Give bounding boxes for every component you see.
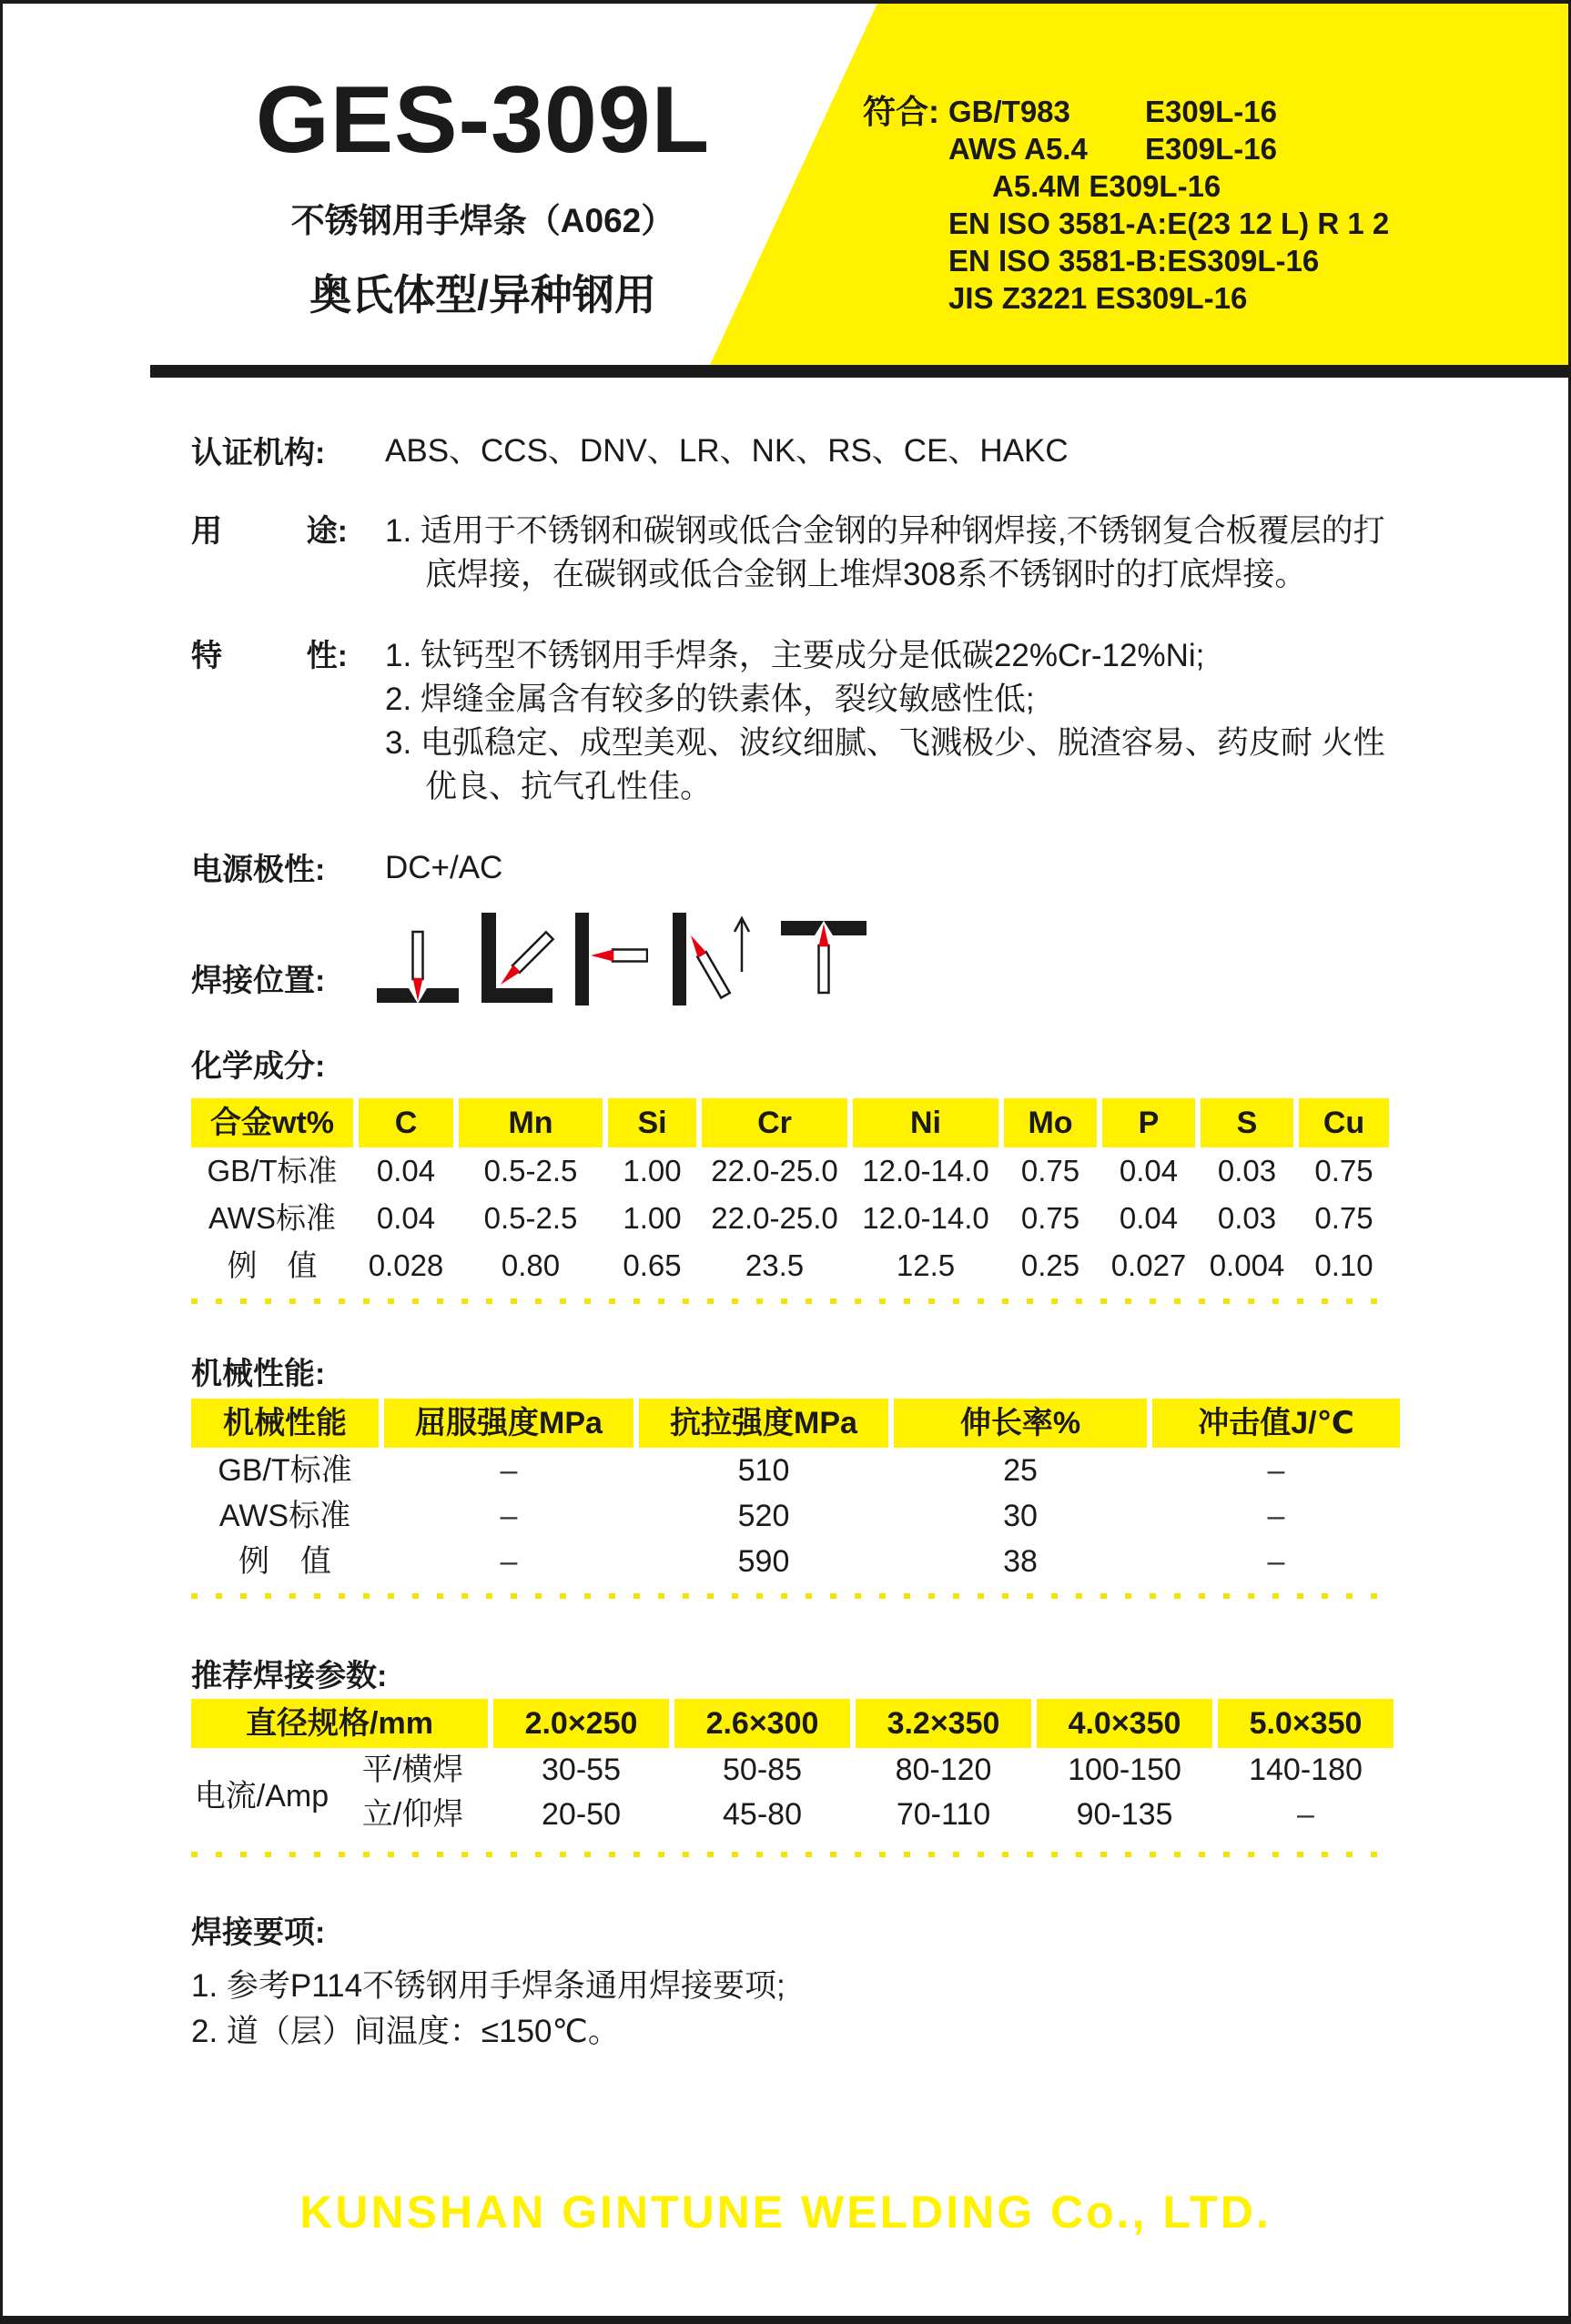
weld-cell: 90-135 bbox=[1076, 1797, 1173, 1832]
mech-table-row bbox=[191, 1493, 1394, 1539]
mech-header-cell: 伸长率% bbox=[894, 1399, 1147, 1448]
chem-cell: 例 值 bbox=[227, 1248, 318, 1282]
certification-row bbox=[191, 431, 1423, 475]
weld-cell: – bbox=[1297, 1797, 1314, 1832]
chem-header-cell: Si bbox=[608, 1098, 696, 1147]
usage-row bbox=[191, 510, 1423, 597]
weld-header-cell: 2.0×250 bbox=[493, 1699, 669, 1748]
chem-header-cell: Ni bbox=[853, 1098, 998, 1147]
compliance-line bbox=[948, 93, 1389, 130]
weld-cell: 20-50 bbox=[542, 1797, 621, 1832]
usage-label-b: 途: bbox=[306, 514, 348, 549]
characteristics-row bbox=[191, 634, 1423, 809]
chem-cell: 22.0-25.0 bbox=[711, 1201, 838, 1235]
chem-header-cell: Cr bbox=[702, 1098, 847, 1147]
weld-cell: 50-85 bbox=[723, 1753, 802, 1787]
current-row-label: 电流/Amp bbox=[194, 1778, 329, 1814]
chem-header-cell: S bbox=[1201, 1098, 1293, 1147]
mech-cell: 25 bbox=[1003, 1453, 1038, 1488]
chem-header-cell: C bbox=[359, 1098, 453, 1147]
chem-cell: 0.75 bbox=[1314, 1154, 1373, 1187]
welding-position-icons bbox=[376, 912, 867, 1012]
vertical-up-position-icon bbox=[669, 912, 760, 1006]
overhead-position-icon bbox=[780, 912, 867, 1006]
notes-item: 2. 道（层）间温度：≤150℃。 bbox=[191, 2014, 620, 2049]
weld-header-cell: 5.0×350 bbox=[1218, 1699, 1394, 1748]
chem-cell: GB/T标准 bbox=[207, 1154, 338, 1187]
mech-cell: – bbox=[1267, 1453, 1285, 1488]
weld-cell: 45-80 bbox=[723, 1797, 802, 1832]
mech-cell: – bbox=[500, 1453, 518, 1488]
mech-header-cell: 屈服强度MPa bbox=[384, 1399, 633, 1448]
mech-cell: 38 bbox=[1003, 1544, 1038, 1579]
chem-cell: 0.75 bbox=[1314, 1201, 1373, 1235]
chem-header-cell: P bbox=[1102, 1098, 1195, 1147]
weld-cell: 30-55 bbox=[542, 1753, 621, 1787]
mech-cell: 30 bbox=[1003, 1499, 1038, 1533]
product-title: GES-309L bbox=[255, 67, 711, 173]
notes-list bbox=[191, 1964, 786, 2055]
product-type-line: 奥氏体型/异种钢用 bbox=[309, 271, 656, 318]
chem-cell: 12.5 bbox=[896, 1248, 956, 1282]
characteristics-label bbox=[191, 634, 385, 678]
weld-header-cell: 3.2×350 bbox=[856, 1699, 1031, 1748]
chem-table-row bbox=[191, 1195, 1394, 1242]
title-block bbox=[148, 67, 817, 322]
characteristics-line: 3. 电弧稳定、成型美观、波纹细腻、飞溅极少、脱渣容易、药皮耐 火性 bbox=[385, 725, 1385, 761]
weld-cell: 100-150 bbox=[1068, 1753, 1181, 1787]
usage-line: 底焊接，在碳钢或低合金钢上堆焊308系不锈钢时的打底焊接。 bbox=[425, 557, 1307, 592]
mech-table bbox=[191, 1399, 1394, 1599]
certification-label: 认证机构: bbox=[191, 436, 326, 470]
compliance-line: JIS Z3221 ES309L-16 bbox=[948, 281, 1248, 315]
flat-position-icon bbox=[376, 912, 460, 1006]
chem-cell: 0.80 bbox=[501, 1248, 561, 1282]
dotted-separator bbox=[191, 1852, 1394, 1857]
certification-value: ABS、CCS、DNV、LR、NK、RS、CE、HAKC bbox=[385, 433, 1069, 469]
chem-cell: AWS标准 bbox=[208, 1201, 336, 1235]
mech-table-header bbox=[191, 1399, 1394, 1448]
chem-cell: 0.75 bbox=[1020, 1201, 1080, 1235]
chem-cell: 0.04 bbox=[1119, 1154, 1179, 1187]
mech-cell: – bbox=[1267, 1499, 1285, 1533]
weld-cell: 140-180 bbox=[1249, 1753, 1363, 1787]
weld-sub-label: 平/横焊 bbox=[361, 1753, 464, 1787]
compliance-lines bbox=[948, 93, 1389, 317]
standard-org: AWS A5.4 bbox=[948, 132, 1088, 166]
chem-cell: 23.5 bbox=[745, 1248, 805, 1282]
weld-header-cell: 直径规格/mm bbox=[191, 1699, 488, 1748]
chem-cell: 12.0-14.0 bbox=[862, 1154, 989, 1187]
chem-table-row bbox=[191, 1147, 1394, 1195]
chem-cell: 0.004 bbox=[1209, 1248, 1285, 1282]
header-divider-bar bbox=[150, 365, 1568, 378]
chem-cell: 1.00 bbox=[623, 1154, 682, 1187]
weld-header-cell: 2.6×300 bbox=[674, 1699, 850, 1748]
chem-header-cell: Mn bbox=[459, 1098, 603, 1147]
chem-cell: 0.5-2.5 bbox=[483, 1154, 578, 1187]
traits-label-b: 性: bbox=[306, 639, 348, 673]
chem-header-cell: Cu bbox=[1299, 1098, 1389, 1147]
chem-section-label: 化学成分: bbox=[191, 1049, 326, 1084]
compliance-block bbox=[863, 93, 1389, 317]
mech-cell: – bbox=[500, 1544, 518, 1579]
polarity-row bbox=[191, 848, 1423, 892]
mech-cell: – bbox=[500, 1499, 518, 1533]
positions-label: 焊接位置: bbox=[191, 964, 326, 998]
chem-cell: 0.04 bbox=[376, 1201, 436, 1235]
weld-sub-label: 立/仰焊 bbox=[361, 1797, 464, 1832]
chem-header-cell: Mo bbox=[1004, 1098, 1097, 1147]
polarity-value: DC+/AC bbox=[385, 850, 503, 885]
horizontal-position-icon bbox=[575, 912, 648, 1006]
usage-line: 1. 适用于不锈钢和碳钢或低合金钢的异种钢焊接,不锈钢复合板覆层的打 bbox=[385, 513, 1385, 549]
dotted-separator bbox=[191, 1593, 1394, 1599]
chem-header-cell: 合金wt% bbox=[191, 1098, 353, 1147]
chem-cell: 0.04 bbox=[1119, 1201, 1179, 1235]
characteristics-text bbox=[385, 634, 1385, 809]
mech-cell: 590 bbox=[737, 1544, 790, 1579]
weld-section-label: 推荐焊接参数: bbox=[191, 1659, 388, 1693]
chem-table-header bbox=[191, 1098, 1394, 1147]
chem-cell: 0.03 bbox=[1217, 1154, 1277, 1187]
mech-cell: GB/T标准 bbox=[218, 1453, 352, 1488]
characteristics-line: 1. 钛钙型不锈钢用手焊条，主要成分是低碳22%Cr-12%Ni; bbox=[385, 638, 1205, 673]
chem-cell: 0.027 bbox=[1110, 1248, 1187, 1282]
compliance-line: EN ISO 3581-A:E(23 12 L) R 1 2 bbox=[948, 207, 1390, 240]
chem-cell: 22.0-25.0 bbox=[711, 1154, 838, 1187]
mech-cell: 520 bbox=[737, 1499, 790, 1533]
mech-cell: – bbox=[1267, 1544, 1285, 1579]
chem-cell: 0.25 bbox=[1020, 1248, 1080, 1282]
chem-table bbox=[191, 1098, 1394, 1304]
compliance-label: 符合: bbox=[863, 93, 939, 130]
usage-label-a: 用 bbox=[191, 514, 222, 549]
chem-cell: 0.65 bbox=[623, 1248, 682, 1282]
mech-cell: 510 bbox=[737, 1453, 790, 1488]
mech-header-cell: 机械性能 bbox=[191, 1399, 379, 1448]
mech-cell: 例 值 bbox=[238, 1544, 331, 1579]
mech-header-cell: 冲击值J/℃ bbox=[1152, 1399, 1400, 1448]
weld-cell: 80-120 bbox=[895, 1753, 992, 1787]
polarity-label: 电源极性: bbox=[191, 853, 326, 887]
compliance-line: EN ISO 3581-B:ES309L-16 bbox=[948, 244, 1320, 278]
standard-org: GB/T983 bbox=[948, 95, 1070, 128]
mech-table-row bbox=[191, 1448, 1394, 1493]
notes-label: 焊接要项: bbox=[191, 1915, 326, 1950]
weld-cell: 70-110 bbox=[896, 1797, 991, 1832]
mech-table-row bbox=[191, 1539, 1394, 1584]
notes-item: 1. 参考P114不锈钢用手焊条通用焊接要项; bbox=[191, 1968, 786, 2004]
chem-cell: 0.03 bbox=[1217, 1201, 1277, 1235]
chem-cell: 0.75 bbox=[1020, 1154, 1080, 1187]
mech-cell: AWS标准 bbox=[218, 1499, 351, 1533]
weld-param-table bbox=[191, 1699, 1394, 1857]
characteristics-line: 优良、抗气孔性佳。 bbox=[425, 769, 713, 804]
compliance-line bbox=[948, 130, 1389, 167]
mech-section-label: 机械性能: bbox=[191, 1357, 326, 1391]
traits-label-a: 特 bbox=[191, 639, 222, 673]
horizontal-vertical-fillet-icon bbox=[481, 912, 555, 1006]
company-name: KUNSHAN GINTUNE WELDING Co., LTD. bbox=[299, 2187, 1272, 2238]
mech-header-cell: 抗拉强度MPa bbox=[639, 1399, 888, 1448]
chem-cell: 0.10 bbox=[1314, 1248, 1373, 1282]
usage-label bbox=[191, 510, 385, 553]
standard-class: E309L-16 bbox=[1145, 95, 1277, 128]
chem-table-row bbox=[191, 1242, 1394, 1289]
product-subtitle: 不锈钢用手焊条（A062） bbox=[290, 202, 675, 239]
dotted-separator bbox=[191, 1298, 1394, 1304]
standard-class: E309L-16 bbox=[1145, 132, 1277, 166]
weld-header-cell: 4.0×350 bbox=[1037, 1699, 1212, 1748]
weld-table-grid bbox=[191, 1699, 1394, 1837]
usage-text bbox=[385, 510, 1385, 597]
chem-cell: 1.00 bbox=[623, 1201, 682, 1235]
chem-cell: 12.0-14.0 bbox=[862, 1201, 989, 1235]
chem-cell: 0.04 bbox=[376, 1154, 436, 1187]
characteristics-line: 2. 焊缝金属含有较多的铁素体，裂纹敏感性低; bbox=[385, 682, 1035, 717]
chem-cell: 0.028 bbox=[368, 1248, 444, 1282]
chem-cell: 0.5-2.5 bbox=[483, 1201, 578, 1235]
compliance-line: A5.4M E309L-16 bbox=[992, 169, 1221, 203]
